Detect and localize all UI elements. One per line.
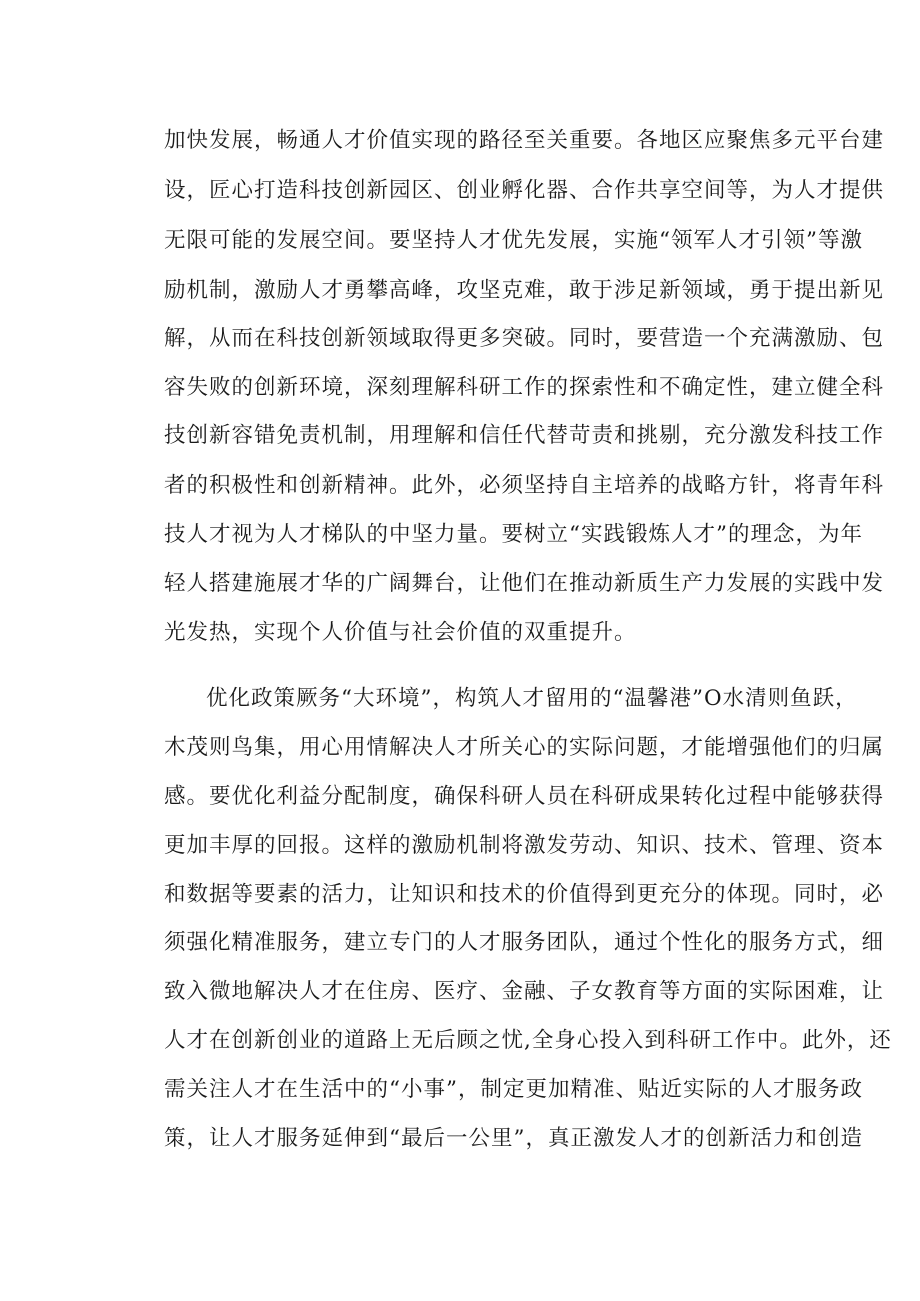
text-line: 容失败的创新环境，深刻理解科研工作的探索性和不确定性，建立健全科 <box>164 375 885 400</box>
text-line: 更加丰厚的回报。这样的激励机制将激发劳动、知识、技术、管理、资本 <box>164 833 885 858</box>
text-line: 者的积极性和创新精神。此外，必须坚持自主培养的战略方针，将青年科 <box>164 473 885 498</box>
text-line: 需关注人才在生活中的“小事”，制定更加精准、贴近实际的人才服务政 <box>164 1077 863 1102</box>
text-line: 光发热，实现个人价值与社会价值的双重提升。 <box>164 620 637 645</box>
text-line: 木茂则鸟集，用心用情解决人才所关心的实际问题，才能增强他们的归属 <box>164 735 885 760</box>
text-line: 设，匠心打造科技创新园区、创业孵化器、合作共享空间等，为人才提供 <box>164 178 885 203</box>
text-line: 励机制，激励人才勇攀高峰，攻坚克难，敢于涉足新领域，勇于提出新见 <box>164 278 885 303</box>
text-line: 加快发展，畅通人才价值实现的路径至关重要。各地区应聚焦多元平台建 <box>164 128 885 153</box>
text-line: 解，从而在科技创新领域取得更多突破。同时，要营造一个充满激励、包 <box>164 326 885 351</box>
text-line: 策，让人才服务延伸到“最后一公里”，真正激发人才的创新活力和创造 <box>164 1126 863 1151</box>
text-line: 技人才视为人才梯队的中坚力量。要树立“实践锻炼人才”的理念，为年 <box>164 522 863 547</box>
text-line: 轻人搭建施展才华的广阔舞台，让他们在推动新质生产力发展的实践中发 <box>164 571 885 596</box>
text-line: 无限可能的发展空间。要坚持人才优先发展，实施“领军人才引领”等激 <box>164 228 863 253</box>
text-line: 和数据等要素的活力，让知识和技术的价值得到更充分的体现。同时，必 <box>164 882 885 907</box>
text-line: 致入微地解决人才在住房、医疗、金融、子女教育等方面的实际困难，让 <box>164 979 885 1004</box>
text-line: 感。要优化利益分配制度，确保科研人员在科研成果转化过程中能够获得 <box>164 784 885 809</box>
text-line: 技创新容错免责机制，用理解和信任代替苛责和挑剔，充分激发科技工作 <box>164 423 885 448</box>
text-line: 人才在创新创业的道路上无后顾之忧,全身心投入到科研工作中。此外，还 <box>164 1028 892 1053</box>
text-line: 须强化精准服务，建立专门的人才服务团队，通过个性化的服务方式，细 <box>164 930 885 955</box>
text-line: 优化政策厥务“大环境”，构筑人才留用的“温馨港”O水清则鱼跃， <box>206 686 858 711</box>
